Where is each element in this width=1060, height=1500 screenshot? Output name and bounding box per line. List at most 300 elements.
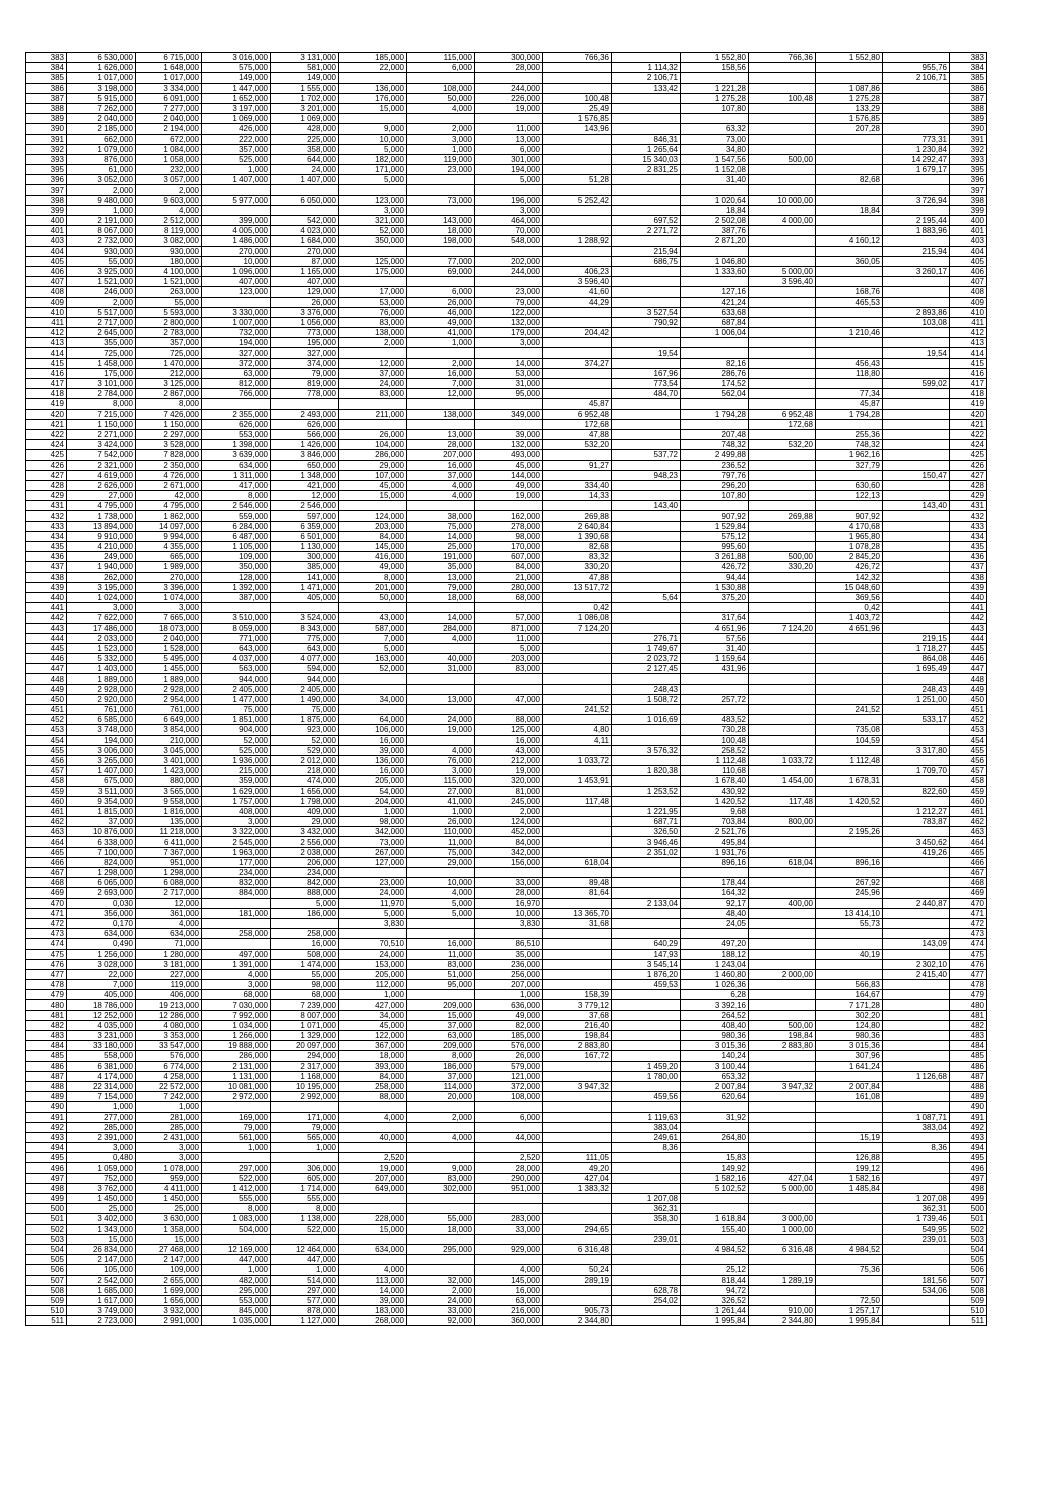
table-cell: 296,20 [681, 480, 749, 490]
table-cell: 1 079,000 [67, 144, 136, 154]
table-cell: 1 679,17 [883, 165, 950, 175]
table-cell [883, 256, 950, 266]
table-cell: 904,000 [202, 725, 271, 735]
table-cell: 548,000 [475, 236, 543, 246]
table-cell: 4 000,00 [749, 216, 816, 226]
table-cell [749, 1194, 816, 1204]
table-cell [816, 1234, 883, 1244]
table-cell: 2 542,000 [67, 1275, 136, 1285]
table-cell [407, 205, 475, 215]
table-cell: 626,000 [202, 419, 271, 429]
table-cell: 349,000 [475, 409, 543, 419]
table-cell: 43,000 [339, 613, 407, 623]
table-cell: 212,000 [475, 755, 543, 765]
table-cell: 181,000 [202, 908, 271, 918]
row-number-right: 384 [950, 63, 987, 73]
table-cell: 28,000 [475, 63, 543, 73]
table-cell: 3 946,46 [612, 837, 681, 847]
table-cell [543, 348, 612, 358]
table-cell: 907,92 [816, 511, 883, 521]
table-cell: 687,71 [612, 817, 681, 827]
table-cell [543, 226, 612, 236]
table-cell: 4,000 [475, 1265, 543, 1275]
table-row [26, 918, 987, 928]
table-cell [543, 1092, 612, 1102]
row-number: 406 [26, 266, 67, 276]
table-cell: 158,39 [543, 990, 612, 1000]
row-number: 443 [26, 623, 67, 633]
table-cell [749, 1234, 816, 1244]
table-cell [681, 1102, 749, 1112]
table-cell [339, 185, 407, 195]
table-cell: 474,000 [271, 776, 339, 786]
table-cell [475, 674, 543, 684]
table-cell: 52,000 [339, 664, 407, 674]
table-cell: 100,48 [543, 93, 612, 103]
table-cell: 15,000 [67, 1234, 136, 1244]
table-cell: 150,47 [883, 470, 950, 480]
table-cell: 3 528,000 [136, 440, 202, 450]
table-cell [883, 908, 950, 918]
table-cell [543, 379, 612, 389]
row-number: 400 [26, 216, 67, 226]
table-cell [816, 664, 883, 674]
table-cell: 725,000 [67, 348, 136, 358]
table-row [26, 776, 987, 786]
table-cell [612, 1316, 681, 1326]
table-cell: 98,000 [339, 817, 407, 827]
row-number-right: 471 [950, 908, 987, 918]
table-cell: 360,000 [475, 1316, 543, 1326]
row-number-right: 431 [950, 501, 987, 511]
table-cell: 633,68 [681, 307, 749, 317]
table-cell [749, 1132, 816, 1142]
table-cell: 3 195,000 [67, 582, 136, 592]
table-cell [612, 521, 681, 531]
table-cell: 215,94 [883, 246, 950, 256]
table-cell: 203,000 [475, 654, 543, 664]
table-cell: 18,000 [339, 1051, 407, 1061]
table-cell: 31,68 [543, 918, 612, 928]
row-number: 472 [26, 918, 67, 928]
table-cell: 249,000 [67, 552, 136, 562]
table-cell: 387,000 [202, 592, 271, 602]
table-cell: 2 106,71 [883, 73, 950, 83]
table-cell: 295,000 [407, 1244, 475, 1254]
table-cell: 132,000 [475, 440, 543, 450]
table-cell [749, 572, 816, 582]
table-row [26, 368, 987, 378]
row-number-right: 443 [950, 623, 987, 633]
table-cell: 408,40 [681, 1020, 749, 1030]
table-cell: 1 656,000 [271, 786, 339, 796]
table-cell [612, 755, 681, 765]
table-cell: 244,000 [475, 266, 543, 276]
table-cell: 269,88 [749, 511, 816, 521]
table-row [26, 226, 987, 236]
table-cell [202, 603, 271, 613]
table-cell: 1 453,91 [543, 776, 612, 786]
table-cell: 6 359,000 [271, 521, 339, 531]
table-cell: 1 343,000 [67, 1224, 136, 1234]
table-cell: 416,000 [339, 552, 407, 562]
table-cell: 55,000 [271, 969, 339, 979]
table-cell: 4 984,52 [681, 1244, 749, 1254]
table-cell: 421,000 [271, 480, 339, 490]
table-cell: 330,20 [543, 562, 612, 572]
table-row [26, 1234, 987, 1244]
table-cell: 29,000 [271, 817, 339, 827]
table-cell: 226,000 [475, 93, 543, 103]
table-cell: 482,000 [202, 1275, 271, 1285]
table-cell: 2 040,000 [136, 114, 202, 124]
table-cell [543, 745, 612, 755]
table-cell: 2 499,88 [681, 450, 749, 460]
table-row [26, 1255, 987, 1265]
table-cell: 2 297,000 [136, 429, 202, 439]
table-cell: 626,000 [271, 419, 339, 429]
row-number-right: 409 [950, 297, 987, 307]
table-cell: 2 023,72 [612, 654, 681, 664]
table-cell [339, 114, 407, 124]
row-number: 425 [26, 450, 67, 460]
table-cell: 83,000 [339, 317, 407, 327]
table-cell: 3,000 [202, 980, 271, 990]
table-row [26, 542, 987, 552]
table-cell [883, 888, 950, 898]
table-cell: 26,000 [407, 817, 475, 827]
table-cell: 597,000 [271, 511, 339, 521]
table-cell [612, 908, 681, 918]
table-cell: 112,000 [339, 980, 407, 990]
table-cell: 0,42 [543, 603, 612, 613]
table-cell [543, 63, 612, 73]
table-cell: 1 678,40 [681, 776, 749, 786]
table-cell [749, 949, 816, 959]
row-number-right: 410 [950, 307, 987, 317]
table-cell: 180,000 [136, 256, 202, 266]
table-cell: 334,40 [543, 480, 612, 490]
table-cell: 12 464,000 [271, 1244, 339, 1254]
table-cell [543, 806, 612, 816]
table-cell [883, 83, 950, 93]
table-cell: 25,000 [67, 1204, 136, 1214]
table-cell: 289,19 [543, 1275, 612, 1285]
table-cell: 4 035,000 [67, 1020, 136, 1030]
table-cell: 7,000 [407, 379, 475, 389]
table-cell [475, 868, 543, 878]
row-number-right: 445 [950, 643, 987, 653]
table-cell [883, 114, 950, 124]
table-cell: 2 928,000 [67, 684, 136, 694]
table-cell: 281,000 [136, 1112, 202, 1122]
table-cell [543, 154, 612, 164]
table-cell: 79,000 [475, 297, 543, 307]
table-cell [816, 786, 883, 796]
row-number: 440 [26, 592, 67, 602]
table-cell: 2 191,000 [67, 216, 136, 226]
table-cell: 2 127,45 [612, 664, 681, 674]
table-cell: 1 026,36 [681, 980, 749, 990]
table-cell: 118,80 [816, 368, 883, 378]
table-cell [883, 1295, 950, 1305]
table-cell: 1 333,60 [681, 266, 749, 276]
table-cell [612, 796, 681, 806]
table-cell: 1 617,000 [67, 1295, 136, 1305]
table-cell: 19,000 [475, 491, 543, 501]
table-cell: 4,000 [407, 633, 475, 643]
table-cell: 6 715,000 [136, 53, 202, 63]
table-cell: 4,000 [136, 918, 202, 928]
row-number-right: 447 [950, 664, 987, 674]
table-cell: 122,000 [339, 1031, 407, 1041]
table-cell: 194,000 [67, 735, 136, 745]
table-cell: 26 834,000 [67, 1244, 136, 1254]
table-cell: 357,000 [202, 144, 271, 154]
row-number: 498 [26, 1183, 67, 1193]
table-cell: 108,000 [407, 83, 475, 93]
table-cell: 198,000 [407, 236, 475, 246]
table-cell: 248,43 [883, 684, 950, 694]
table-cell [816, 643, 883, 653]
table-cell: 171,000 [271, 1112, 339, 1122]
table-cell [749, 144, 816, 154]
table-cell: 2 893,86 [883, 307, 950, 317]
table-cell: 179,000 [475, 328, 543, 338]
table-cell [475, 603, 543, 613]
table-cell: 533,17 [883, 715, 950, 725]
table-cell [681, 1143, 749, 1153]
table-cell [612, 1102, 681, 1112]
table-cell [816, 470, 883, 480]
table-cell [883, 287, 950, 297]
row-number: 424 [26, 440, 67, 450]
table-cell: 31,92 [681, 1112, 749, 1122]
table-cell: 1 257,17 [816, 1306, 883, 1316]
table-cell: 26,000 [339, 429, 407, 439]
row-number-right: 418 [950, 389, 987, 399]
table-cell: 24,000 [271, 165, 339, 175]
table-cell: 204,42 [543, 328, 612, 338]
table-cell: 73,000 [339, 837, 407, 847]
table-cell: 8,000 [407, 1051, 475, 1061]
table-cell: 1 702,000 [271, 93, 339, 103]
table-row [26, 134, 987, 144]
table-row [26, 175, 987, 185]
table-cell: 2 317,000 [271, 1061, 339, 1071]
table-cell [339, 399, 407, 409]
table-cell: 2 954,000 [136, 694, 202, 704]
table-cell: 269,88 [543, 511, 612, 521]
row-number-right: 444 [950, 633, 987, 643]
table-cell: 1 078,28 [816, 542, 883, 552]
table-cell: 119,000 [407, 154, 475, 164]
table-cell: 464,000 [475, 216, 543, 226]
table-cell [816, 185, 883, 195]
table-cell: 2 871,20 [681, 236, 749, 246]
table-row [26, 959, 987, 969]
table-cell: 141,000 [271, 572, 339, 582]
table-cell: 1 739,46 [883, 1214, 950, 1224]
table-cell: 1 020,64 [681, 195, 749, 205]
table-cell: 3,000 [475, 338, 543, 348]
table-cell: 106,000 [339, 725, 407, 735]
table-cell: 17 486,000 [67, 623, 136, 633]
table-cell [749, 1071, 816, 1081]
table-cell: 79,000 [271, 368, 339, 378]
table-cell: 92,17 [681, 898, 749, 908]
table-cell: 64,000 [339, 715, 407, 725]
table-row [26, 246, 987, 256]
table-cell: 320,000 [475, 776, 543, 786]
table-cell: 2 521,76 [681, 827, 749, 837]
table-cell: 61,000 [67, 165, 136, 175]
row-number: 386 [26, 83, 67, 93]
table-cell: 15,19 [816, 1132, 883, 1142]
table-cell: 1,000 [202, 1265, 271, 1275]
table-cell [749, 501, 816, 511]
table-cell: 321,000 [339, 216, 407, 226]
table-cell [339, 1143, 407, 1153]
table-cell: 51,28 [543, 175, 612, 185]
table-cell: 522,000 [202, 1173, 271, 1183]
table-cell [681, 1194, 749, 1204]
table-cell: 225,000 [271, 134, 339, 144]
table-cell: 649,000 [339, 1183, 407, 1193]
table-cell [612, 918, 681, 928]
table-row [26, 969, 987, 979]
table-cell: 3 052,000 [67, 175, 136, 185]
table-cell: 2 344,80 [543, 1316, 612, 1326]
table-cell: 1 685,000 [67, 1285, 136, 1295]
row-number-right: 502 [950, 1224, 987, 1234]
table-row [26, 195, 987, 205]
table-cell [681, 684, 749, 694]
table-row [26, 409, 987, 419]
table-cell [407, 1102, 475, 1112]
table-cell: 358,000 [271, 144, 339, 154]
table-cell [816, 1071, 883, 1081]
table-row [26, 990, 987, 1000]
table-cell: 1 420,52 [816, 796, 883, 806]
table-cell: 264,52 [681, 1010, 749, 1020]
table-cell: 374,27 [543, 358, 612, 368]
table-cell [339, 1204, 407, 1214]
table-cell: 1 033,72 [749, 755, 816, 765]
table-row [26, 623, 987, 633]
table-cell: 18 073,000 [136, 623, 202, 633]
table-cell: 1 289,19 [749, 1275, 816, 1285]
table-cell [816, 715, 883, 725]
table-cell [681, 1122, 749, 1132]
table-cell [883, 603, 950, 613]
table-cell [816, 317, 883, 327]
table-cell: 39,000 [339, 1295, 407, 1305]
row-number-right: 504 [950, 1244, 987, 1254]
table-cell: 21,000 [475, 572, 543, 582]
table-cell: 534,06 [883, 1285, 950, 1295]
table-cell: 15,000 [339, 103, 407, 113]
table-cell [612, 429, 681, 439]
table-cell: 42,000 [136, 491, 202, 501]
row-number-right: 404 [950, 246, 987, 256]
table-cell: 2 302,10 [883, 959, 950, 969]
row-number: 460 [26, 796, 67, 806]
table-cell: 207,000 [407, 450, 475, 460]
table-cell: 4 651,96 [816, 623, 883, 633]
table-cell [612, 531, 681, 541]
table-cell [612, 878, 681, 888]
row-number-right: 390 [950, 124, 987, 134]
table-cell: 45,000 [339, 1020, 407, 1030]
table-cell: 3 125,000 [136, 379, 202, 389]
table-cell: 14,000 [339, 1285, 407, 1295]
table-row [26, 470, 987, 480]
table-cell: 3 748,000 [67, 725, 136, 735]
table-cell: 800,00 [749, 817, 816, 827]
table-cell [883, 521, 950, 531]
table-cell: 13 414,10 [816, 908, 883, 918]
table-cell: 25,000 [407, 542, 475, 552]
table-cell: 3 726,94 [883, 195, 950, 205]
table-cell: 71,000 [136, 939, 202, 949]
table-cell: 3 925,000 [67, 266, 136, 276]
table-cell: 2 546,000 [202, 501, 271, 511]
table-cell: 1 455,000 [136, 664, 202, 674]
table-cell: 3 015,36 [681, 1041, 749, 1051]
table-cell: 3,830 [475, 918, 543, 928]
table-cell: 75,000 [271, 705, 339, 715]
table-cell [202, 1153, 271, 1163]
table-cell: 257,72 [681, 694, 749, 704]
table-cell: 3 028,000 [67, 959, 136, 969]
table-cell: 944,000 [202, 674, 271, 684]
row-number-right: 393 [950, 154, 987, 164]
table-cell: 25,12 [681, 1265, 749, 1275]
table-cell: 49,000 [407, 317, 475, 327]
table-cell: 49,000 [475, 1010, 543, 1020]
table-cell [407, 705, 475, 715]
table-cell: 4 411,000 [136, 1183, 202, 1193]
table-cell [816, 226, 883, 236]
table-cell: 1 056,000 [271, 317, 339, 327]
table-cell: 653,32 [681, 1071, 749, 1081]
row-number-right: 493 [950, 1132, 987, 1142]
table-cell: 15 048,60 [816, 582, 883, 592]
table-cell: 643,000 [271, 643, 339, 653]
row-number-right: 484 [950, 1041, 987, 1051]
table-cell: 31,000 [407, 664, 475, 674]
table-cell: 95,000 [407, 980, 475, 990]
table-cell [883, 1183, 950, 1193]
table-row [26, 908, 987, 918]
table-cell: 126,88 [816, 1153, 883, 1163]
table-cell: 3 101,000 [67, 379, 136, 389]
table-cell [883, 1041, 950, 1051]
table-cell [883, 776, 950, 786]
table-cell [749, 633, 816, 643]
table-cell: 104,59 [816, 735, 883, 745]
table-cell [543, 1295, 612, 1305]
table-cell [749, 297, 816, 307]
table-cell [475, 501, 543, 511]
table-cell: 4,000 [407, 103, 475, 113]
table-cell: 459,56 [612, 1092, 681, 1102]
table-cell: 83,000 [475, 664, 543, 674]
table-row [26, 1061, 987, 1071]
table-cell: 206,000 [271, 857, 339, 867]
table-cell: 1 275,28 [816, 93, 883, 103]
